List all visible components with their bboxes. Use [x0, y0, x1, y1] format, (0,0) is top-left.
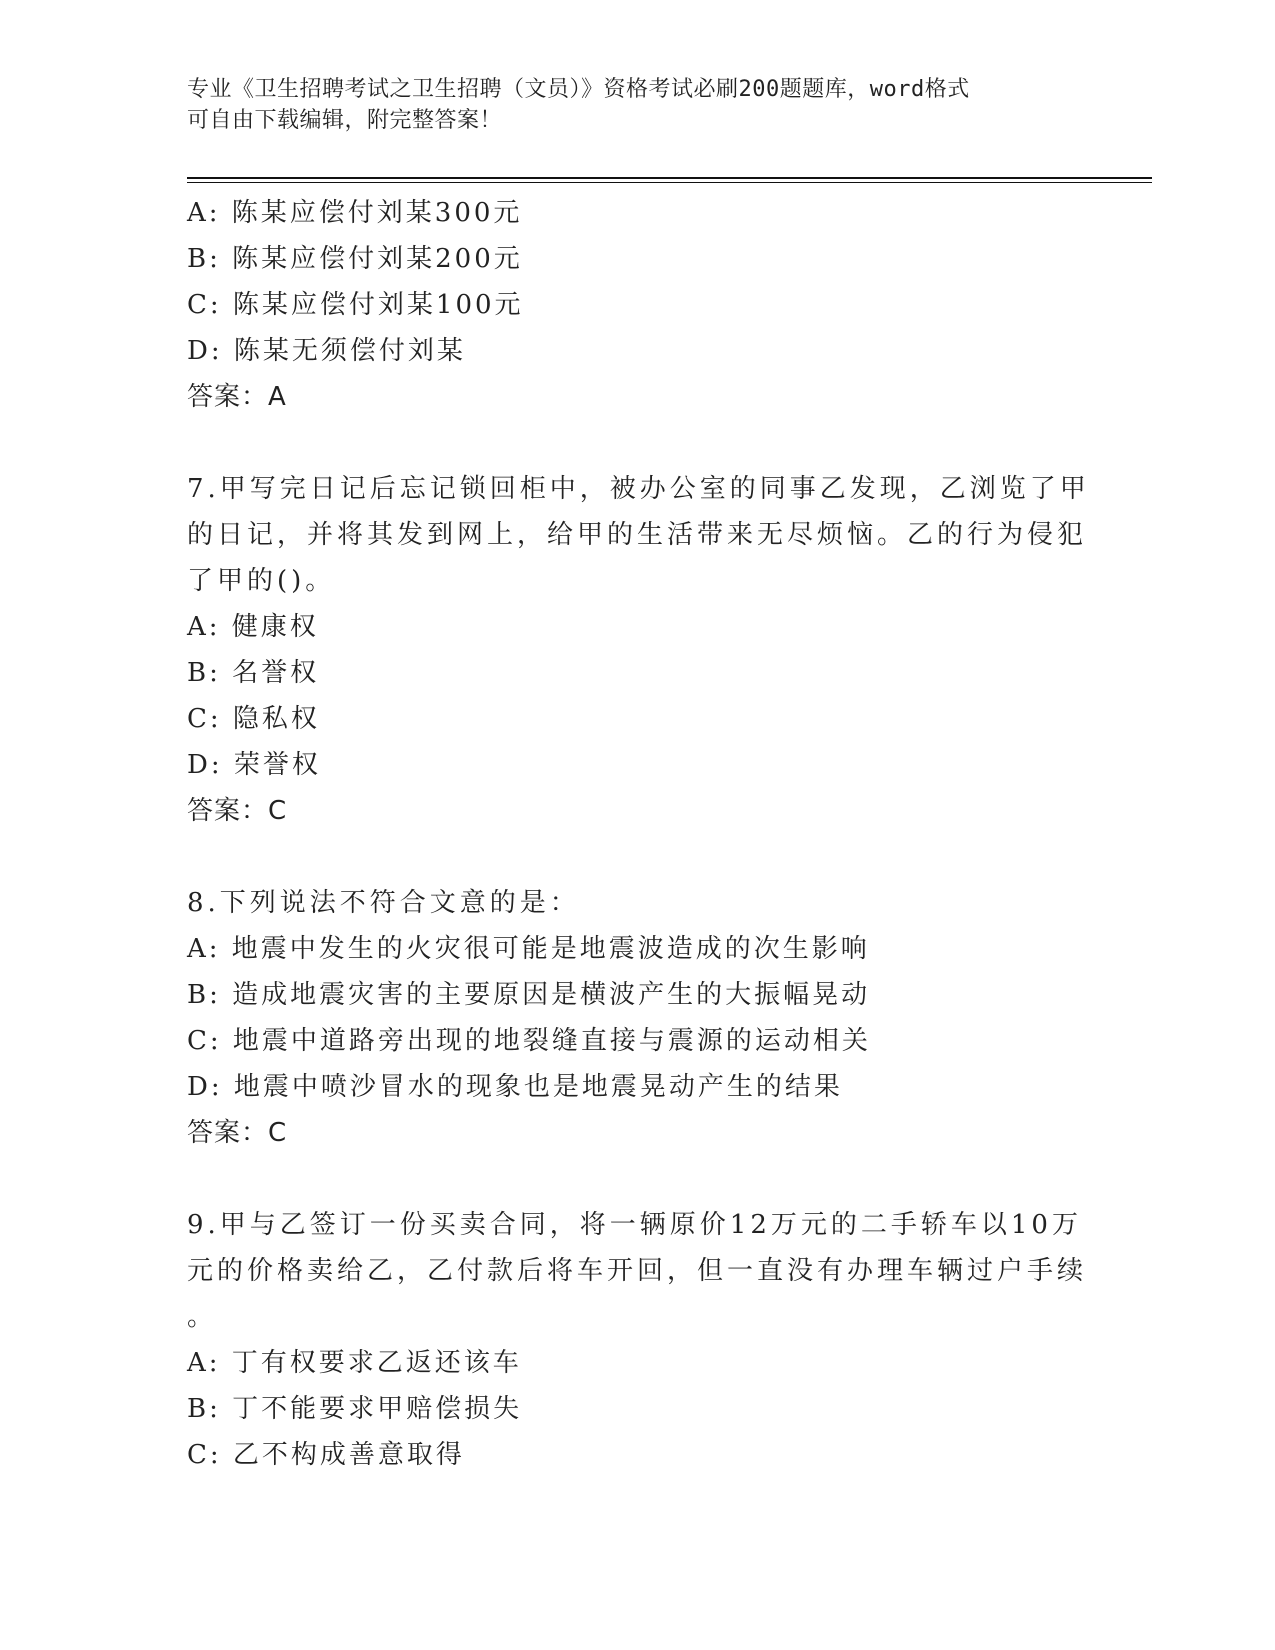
question-stem-line-2: 元的价格卖给乙，乙付款后将车开回，但一直没有办理车辆过户手续 — [187, 1256, 1088, 1286]
spacer — [187, 1156, 1067, 1202]
header-line-1: 专业《卫生招聘考试之卫生招聘（文员）》资格考试必刷200题题库，word格式 — [187, 77, 970, 102]
spacer — [187, 834, 1067, 880]
option-b: B: 丁不能要求甲赔偿损失 — [187, 1394, 523, 1424]
option-b: B: 造成地震灾害的主要原因是横波产生的大振幅晃动 — [187, 980, 871, 1010]
option-a: A: 陈某应偿付刘某300元 — [187, 198, 523, 228]
option-a: A: 丁有权要求乙返还该车 — [187, 1348, 522, 1378]
option-d: D: 陈某无须偿付刘某 — [187, 336, 466, 366]
question-stem-line-1: 8.下列说法不符合文意的是： — [187, 888, 580, 918]
question-list — [187, 190, 1090, 1478]
question-6-block — [187, 190, 1067, 420]
option-a: A: 健康权 — [187, 612, 319, 642]
document-header — [187, 74, 1067, 136]
question-stem-line-3: 了甲的()。 — [187, 566, 336, 596]
option-c: C: 地震中道路旁出现的地裂缝直接与震源的运动相关 — [187, 1026, 871, 1056]
question-9-block — [187, 1202, 1088, 1478]
question-stem-line-2: 的日记，并将其发到网上，给甲的生活带来无尽烦恼。乙的行为侵犯 — [187, 520, 1088, 550]
question-stem-line-1: 7.甲写完日记后忘记锁回柜中，被办公室的同事乙发现，乙浏览了甲 — [187, 474, 1090, 504]
option-c: C: 乙不构成善意取得 — [187, 1440, 465, 1470]
spacer — [187, 420, 1067, 466]
question-stem-line-1: 9.甲与乙签订一份买卖合同，将一辆原价12万元的二手轿车以10万 — [187, 1210, 1082, 1240]
header-line-2: 可自由下载编辑，附完整答案！ — [187, 108, 503, 133]
option-b: B: 陈某应偿付刘某200元 — [187, 244, 523, 274]
option-d: D: 荣誉权 — [187, 750, 321, 780]
option-d: D: 地震中喷沙冒水的现象也是地震晃动产生的结果 — [187, 1072, 843, 1102]
option-a: A: 地震中发生的火灾很可能是地震波造成的次生影响 — [187, 934, 870, 964]
question-7-block — [187, 466, 1090, 834]
option-b: B: 名誉权 — [187, 658, 320, 688]
question-stem-line-3: 。 — [187, 1302, 218, 1332]
question-8-block — [187, 880, 1067, 1156]
answer-line: 答案：C — [187, 1118, 288, 1148]
answer-line: 答案：C — [187, 796, 288, 826]
option-c: C: 隐私权 — [187, 704, 320, 734]
answer-line: 答案：A — [187, 382, 287, 412]
header-divider-thin — [187, 182, 1152, 183]
header-divider-thick — [187, 177, 1152, 179]
option-c: C: 陈某应偿付刘某100元 — [187, 290, 524, 320]
